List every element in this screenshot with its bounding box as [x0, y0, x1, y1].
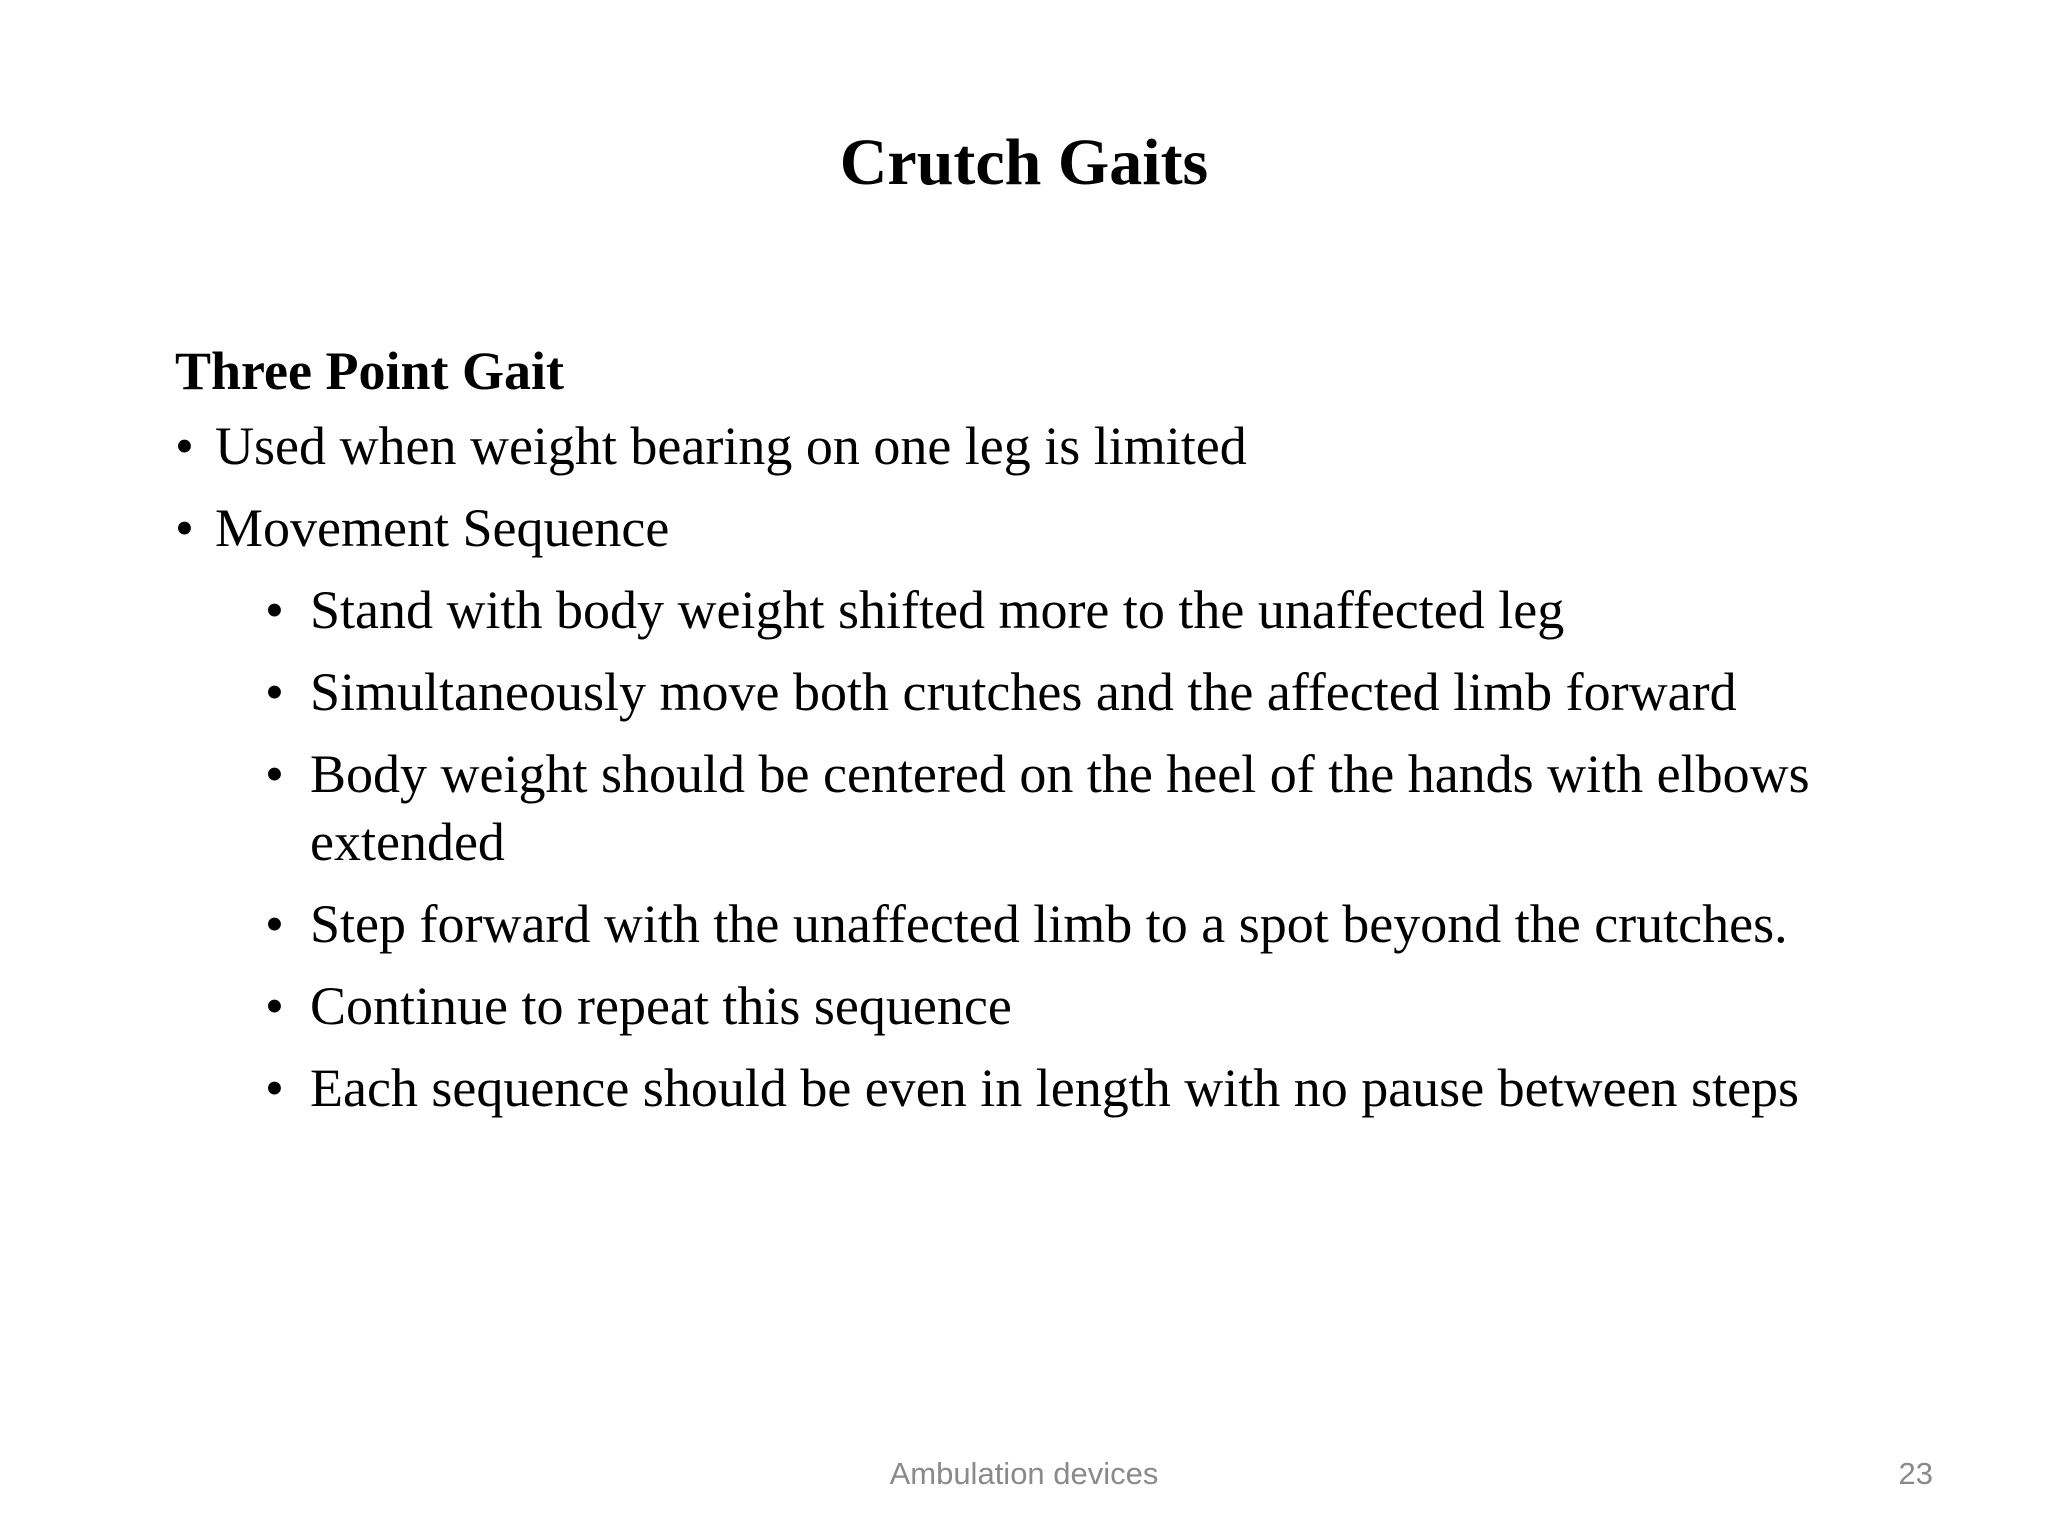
page-number: 23 — [1898, 1456, 1933, 1491]
sub-bullet-list — [265, 576, 1915, 1122]
sub-bullet-item — [265, 658, 1915, 726]
sub-bullet-text: Stand with body weight shifted more to the unaffected leg — [310, 580, 1565, 640]
bullet-marker: • — [175, 416, 194, 476]
bullet-item — [175, 412, 1915, 480]
slide-title: Crutch Gaits — [839, 126, 1209, 199]
bullet-marker: • — [265, 894, 284, 954]
bullet-text: Movement Sequence — [215, 498, 670, 558]
bullet-marker: • — [265, 744, 284, 804]
sub-bullet-text: Continue to repeat this sequence — [310, 976, 1012, 1036]
sub-bullet-item — [265, 740, 1915, 876]
slide-content — [175, 330, 1915, 1136]
sub-bullet-item — [265, 972, 1915, 1040]
bullet-marker: • — [265, 580, 284, 640]
bullet-list — [175, 412, 1915, 1122]
sub-bullet-text: Each sequence should be even in length with no pause between steps — [310, 1058, 1800, 1118]
bullet-marker: • — [265, 1058, 284, 1118]
bullet-item — [175, 494, 1915, 1122]
sub-bullet-item — [265, 890, 1915, 958]
section-heading: Three Point Gait — [175, 341, 564, 401]
sub-bullet-text: Body weight should be centered on the heel of the hands with elbows extended — [310, 744, 1810, 872]
sub-bullet-item — [265, 576, 1915, 644]
footer-text: Ambulation devices — [889, 1456, 1159, 1491]
sub-bullet-text: Step forward with the unaffected limb to a spot beyond the crutches. — [310, 894, 1788, 954]
bullet-marker: • — [265, 662, 284, 722]
bullet-marker: • — [175, 498, 194, 558]
bullet-text: Used when weight bearing on one leg is limited — [215, 416, 1247, 476]
bullet-marker: • — [265, 976, 284, 1036]
sub-bullet-item — [265, 1054, 1915, 1122]
sub-bullet-text: Simultaneously move both crutches and the affected limb forward — [310, 662, 1737, 722]
